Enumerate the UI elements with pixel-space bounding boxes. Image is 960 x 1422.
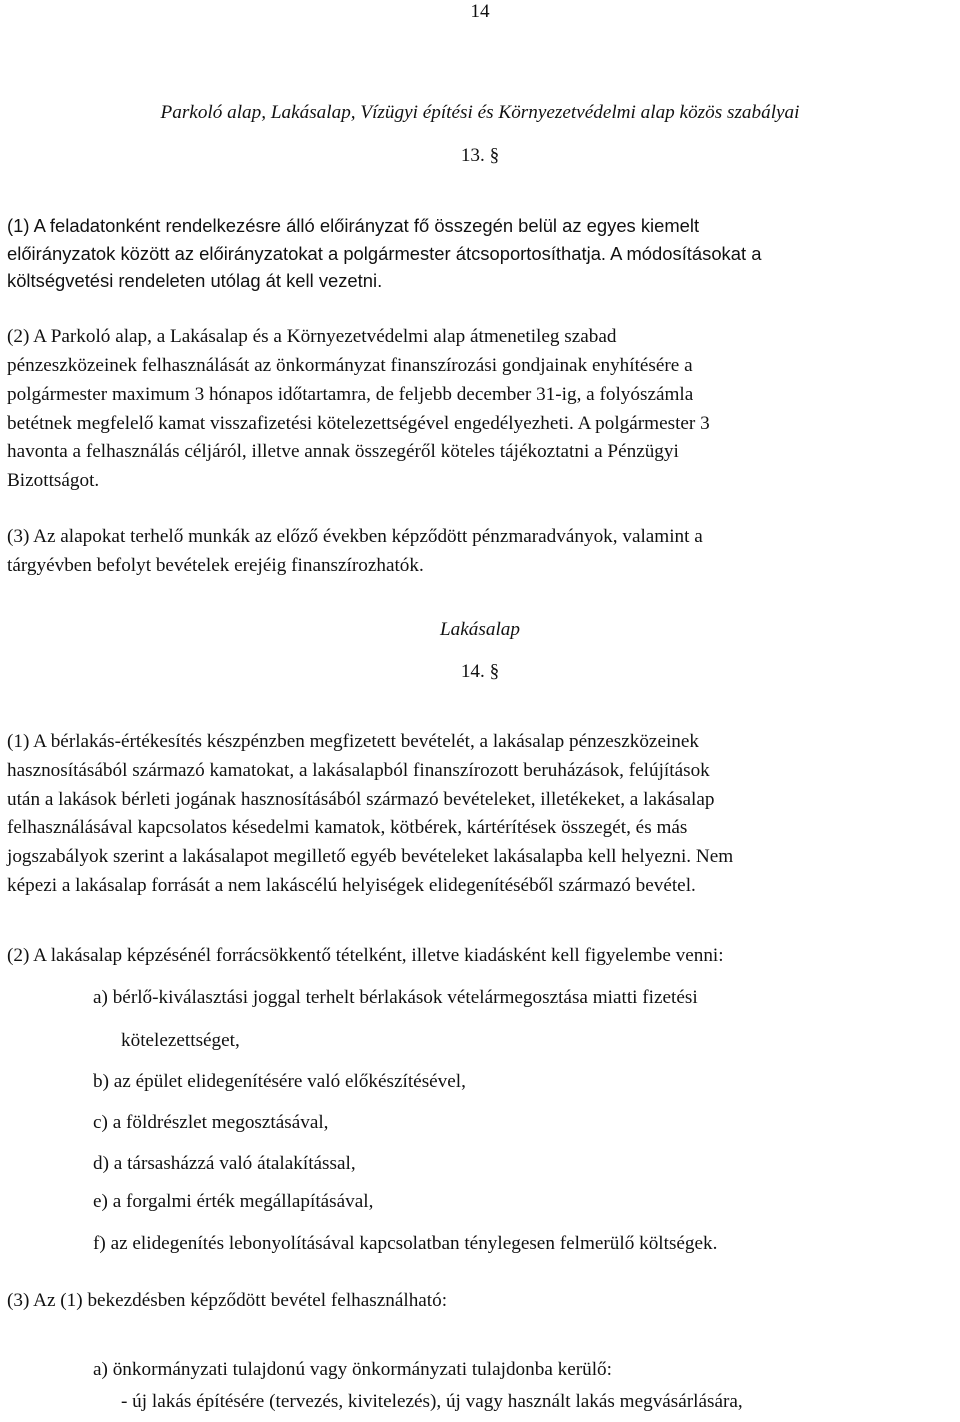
s13-p2-line-3: polgármester maximum 3 hónapos időtartamra, de feljebb december 31-ig, a folyószámla — [7, 384, 694, 405]
s13-p3-line-2: tárgyévben befolyt bevételek erejéig finanszírozhatók. — [7, 555, 424, 576]
s14-p3-dash-1: - új lakás építésére (tervezés, kivitelezés), új vagy használt lakás megvásárlására, — [121, 1391, 743, 1412]
s14-p1-line-1: (1) A bérlakás-értékesítés készpénzben megfizetett bevételét, a lakásalap pénzeszközeinek — [7, 731, 700, 752]
s13-p2-line-2: pénzeszközeinek felhasználását az önkormányzat finanszírozási gondjainak enyhítésére a — [7, 355, 693, 376]
s14-p3-intro: (3) Az (1) bekezdésben képződött bevétel felhasználható: — [7, 1290, 448, 1311]
lakasalap-title: Lakásalap — [440, 619, 520, 640]
s14-p2-intro: (2) A lakásalap képzésénél forrácsökkentő tételként, illetve kiadásként kell figyelembe venni: — [7, 945, 724, 966]
section-13-heading: 13. § — [460, 145, 500, 166]
s13-p2-line-1: (2) A Parkoló alap, a Lakásalap és a Környezetvédelmi alap átmenetileg szabad — [7, 326, 617, 347]
s14-p1-line-2: hasznosításából származó kamatokat, a lakásalapból finanszírozott beruházások, felújítások — [7, 760, 710, 781]
s14-p2-item-c: c) a földrészlet megosztásával, — [93, 1112, 329, 1133]
s14-p1-line-4: felhasználásával kapcsolatos késedelmi kamatok, kötbérek, kártérítések összegét, és más — [7, 817, 688, 838]
s14-p1-line-6: képezi a lakásalap forrását a nem lakáscélú helyiségek elidegenítéséből származó bevétel. — [7, 875, 696, 896]
s14-p2-item-a: a) bérlő-kiválasztási joggal terhelt bérlakások vételármegosztása miatti fizetési — [93, 987, 698, 1008]
s14-p2-item-f: f) az elidegenítés lebonyolításával kapcsolatban ténylegesen felmerülő költségek. — [93, 1233, 718, 1254]
s13-p3-line-1: (3) Az alapokat terhelő munkák az előző években képződött pénzmaradványok, valamint a — [7, 526, 703, 547]
s13-p2-line-4: betétnek megfelelő kamat visszafizetési kötelezettségével engedélyezheti. A polgármester 3 — [7, 413, 710, 434]
s14-p1-line-5: jogszabályok szerint a lakásalapot megillető egyéb bevételeket lakásalapba kell helyezni. Nem — [7, 846, 734, 867]
s13-p2-line-5: havonta a felhasználás céljáról, illetve annak összegéről köteles tájékoztatni a Pénzügyi — [7, 441, 679, 462]
s14-p2-item-a-cont: kötelezettséget, — [121, 1030, 240, 1051]
section-14-heading: 14. § — [460, 661, 500, 682]
s14-p2-item-d: d) a társasházzá való átalakítással, — [93, 1153, 356, 1174]
s14-p1-line-3: után a lakások bérleti jogának hasznosításából származó bevételeket, illetékeket, a lakásalap — [7, 789, 715, 810]
s13-p2-line-6: Bizottságot. — [7, 470, 100, 491]
chapter-title: Parkoló alap, Lakásalap, Vízügyi építési és Környezetvédelmi alap közös szabályai — [160, 102, 800, 123]
s13-p1-line-2: előirányzatok között az előirányzatokat a polgármester átcsoportosíthatja. A módosításokat a — [7, 243, 762, 264]
s14-p3-item-a: a) önkormányzati tulajdonú vagy önkormányzati tulajdonba kerülő: — [93, 1359, 612, 1380]
s13-p1-line-3: költségvetési rendeleten utólag át kell vezetni. — [7, 270, 383, 291]
s14-p2-item-b: b) az épület elidegenítésére való előkészítésével, — [93, 1071, 466, 1092]
s14-p2-item-e: e) a forgalmi érték megállapításával, — [93, 1191, 374, 1212]
page-number: 14 — [470, 1, 490, 22]
s13-p1-line-1: (1) A feladatonként rendelkezésre álló előirányzat fő összegén belül az egyes kiemelt — [7, 215, 700, 236]
